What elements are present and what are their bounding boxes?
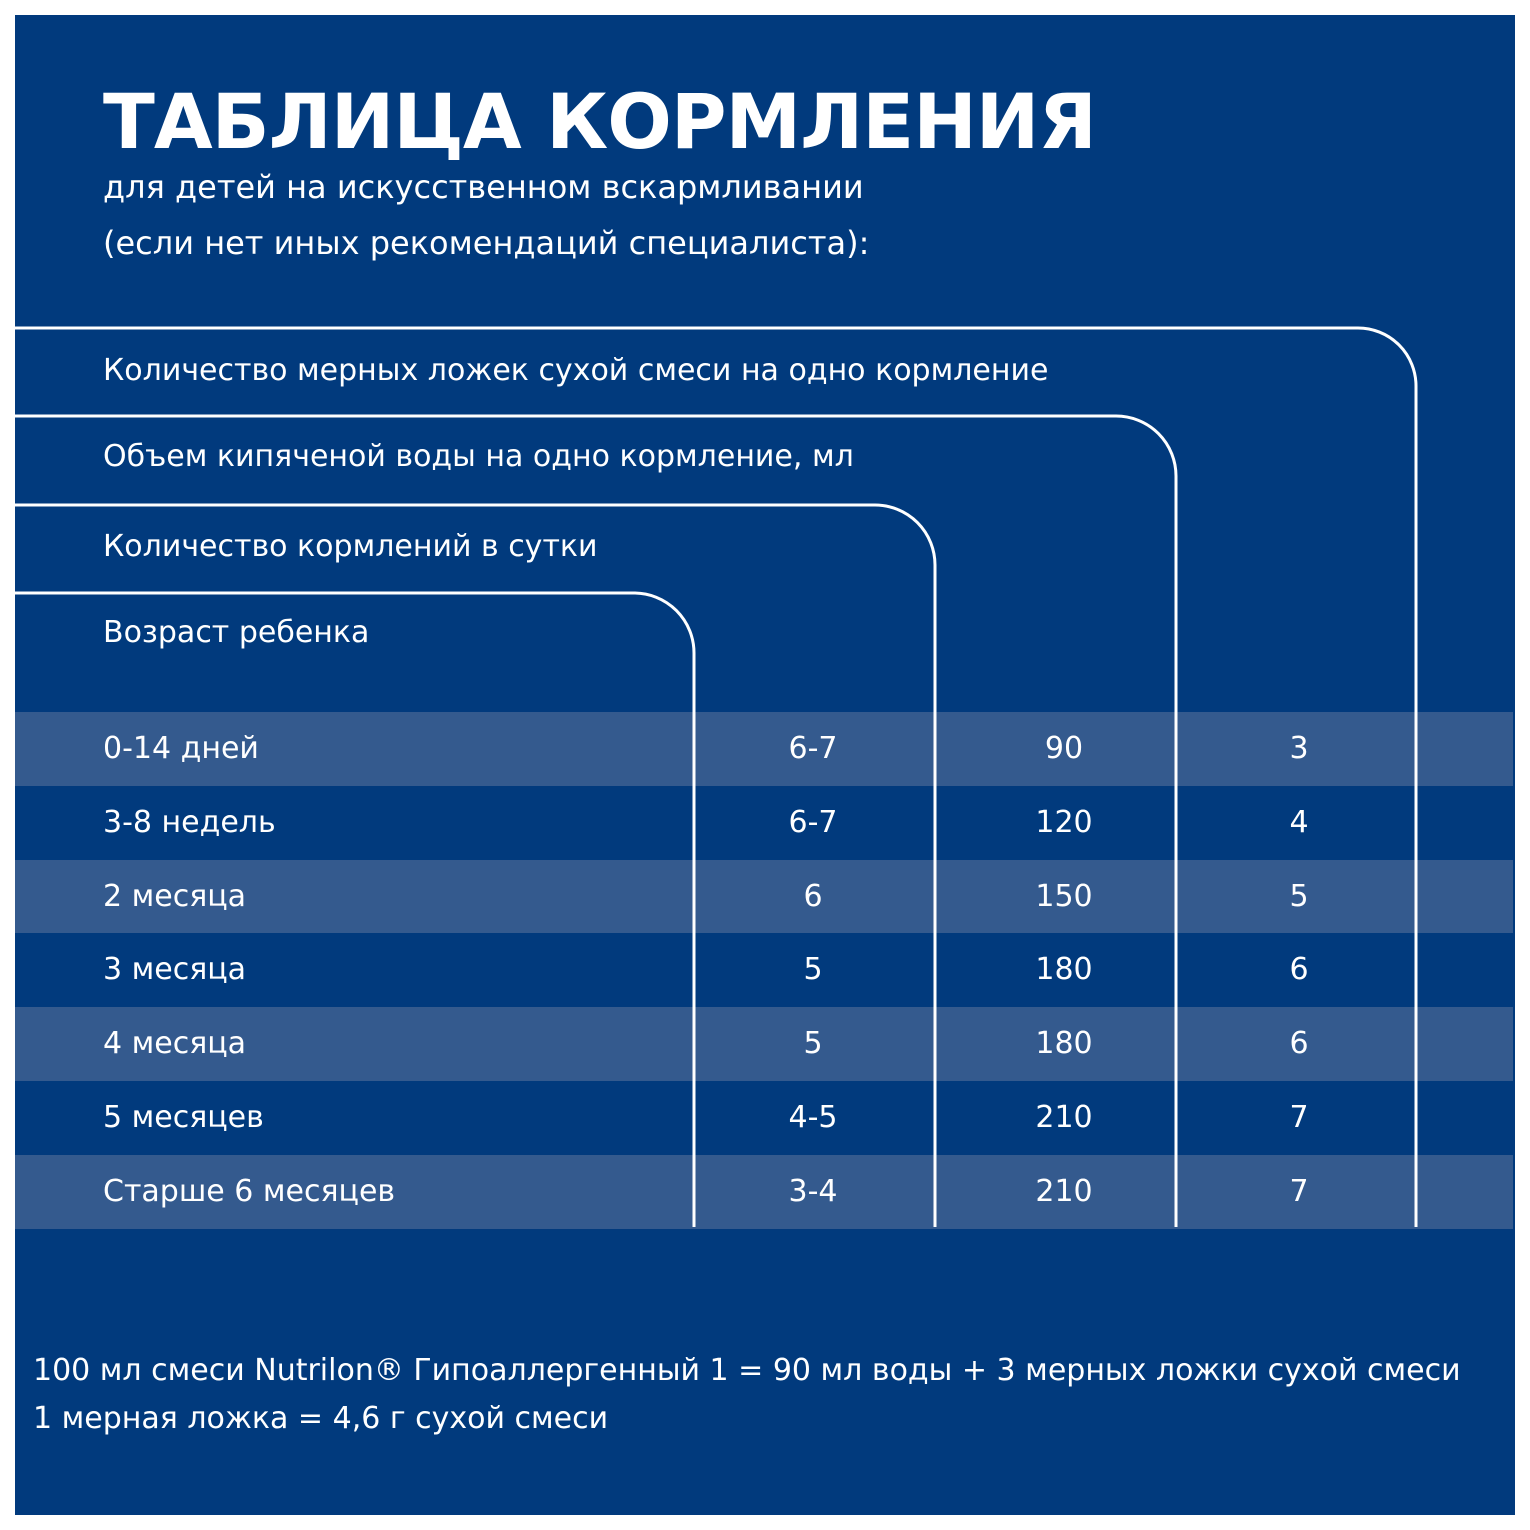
water-cell: 210 <box>1035 1099 1093 1135</box>
header-age: Возраст ребенка <box>103 615 370 650</box>
feedings-cell: 6 <box>803 878 823 914</box>
feedings-cell: 6-7 <box>788 731 838 766</box>
age-cell: 4 месяца <box>103 1026 247 1062</box>
feedings-cell: 5 <box>803 952 823 988</box>
feeding-table-panel <box>15 15 1515 1515</box>
spoons-cell: 7 <box>1289 1173 1309 1209</box>
water-cell: 150 <box>1035 878 1093 914</box>
age-cell: 5 месяцев <box>103 1099 264 1135</box>
header-outline-frame <box>15 15 1515 1515</box>
age-cell: 3 месяца <box>103 952 247 988</box>
feedings-cell: 3-4 <box>788 1173 838 1209</box>
page-title: ТАБЛИЦА КОРМЛЕНИЯ <box>103 77 1096 166</box>
age-cell: Старше 6 месяцев <box>103 1173 396 1209</box>
age-cell: 3-8 недель <box>103 804 276 840</box>
water-cell: 120 <box>1035 804 1093 840</box>
spoons-cell: 3 <box>1289 731 1309 766</box>
spoons-cell: 6 <box>1289 952 1309 988</box>
water-cell: 180 <box>1035 1026 1093 1062</box>
spoons-cell: 4 <box>1289 804 1309 840</box>
water-cell: 210 <box>1035 1173 1093 1209</box>
water-cell: 90 <box>1044 731 1084 766</box>
feedings-cell: 4-5 <box>788 1099 838 1135</box>
subtitle-line-1: для детей на искусственном вскармливании <box>103 168 864 206</box>
water-cell: 180 <box>1035 952 1093 988</box>
footnote-line-2: 1 мерная ложка = 4,6 г сухой смеси <box>33 1401 609 1436</box>
age-cell: 0-14 дней <box>103 731 259 766</box>
spoons-cell: 6 <box>1289 1026 1309 1062</box>
age-column-outline <box>15 593 694 1227</box>
spoons-cell: 7 <box>1289 1099 1309 1135</box>
header-spoons: Количество мерных ложек сухой смеси на одно кормление <box>103 353 1049 388</box>
feedings-cell: 6-7 <box>788 804 838 840</box>
spoons-cell: 5 <box>1289 878 1309 914</box>
header-water: Объем кипяченой воды на одно кормление, мл <box>103 439 854 474</box>
subtitle-line-2: (если нет иных рекомендаций специалиста): <box>103 224 870 262</box>
header-feedings: Количество кормлений в сутки <box>103 529 598 564</box>
age-cell: 2 месяца <box>103 878 247 914</box>
footnote-line-1: 100 мл смеси Nutrilon® Гипоаллергенный 1 = 90 мл воды + 3 мерных ложки сухой смеси <box>33 1353 1461 1388</box>
feedings-cell: 5 <box>803 1026 823 1062</box>
